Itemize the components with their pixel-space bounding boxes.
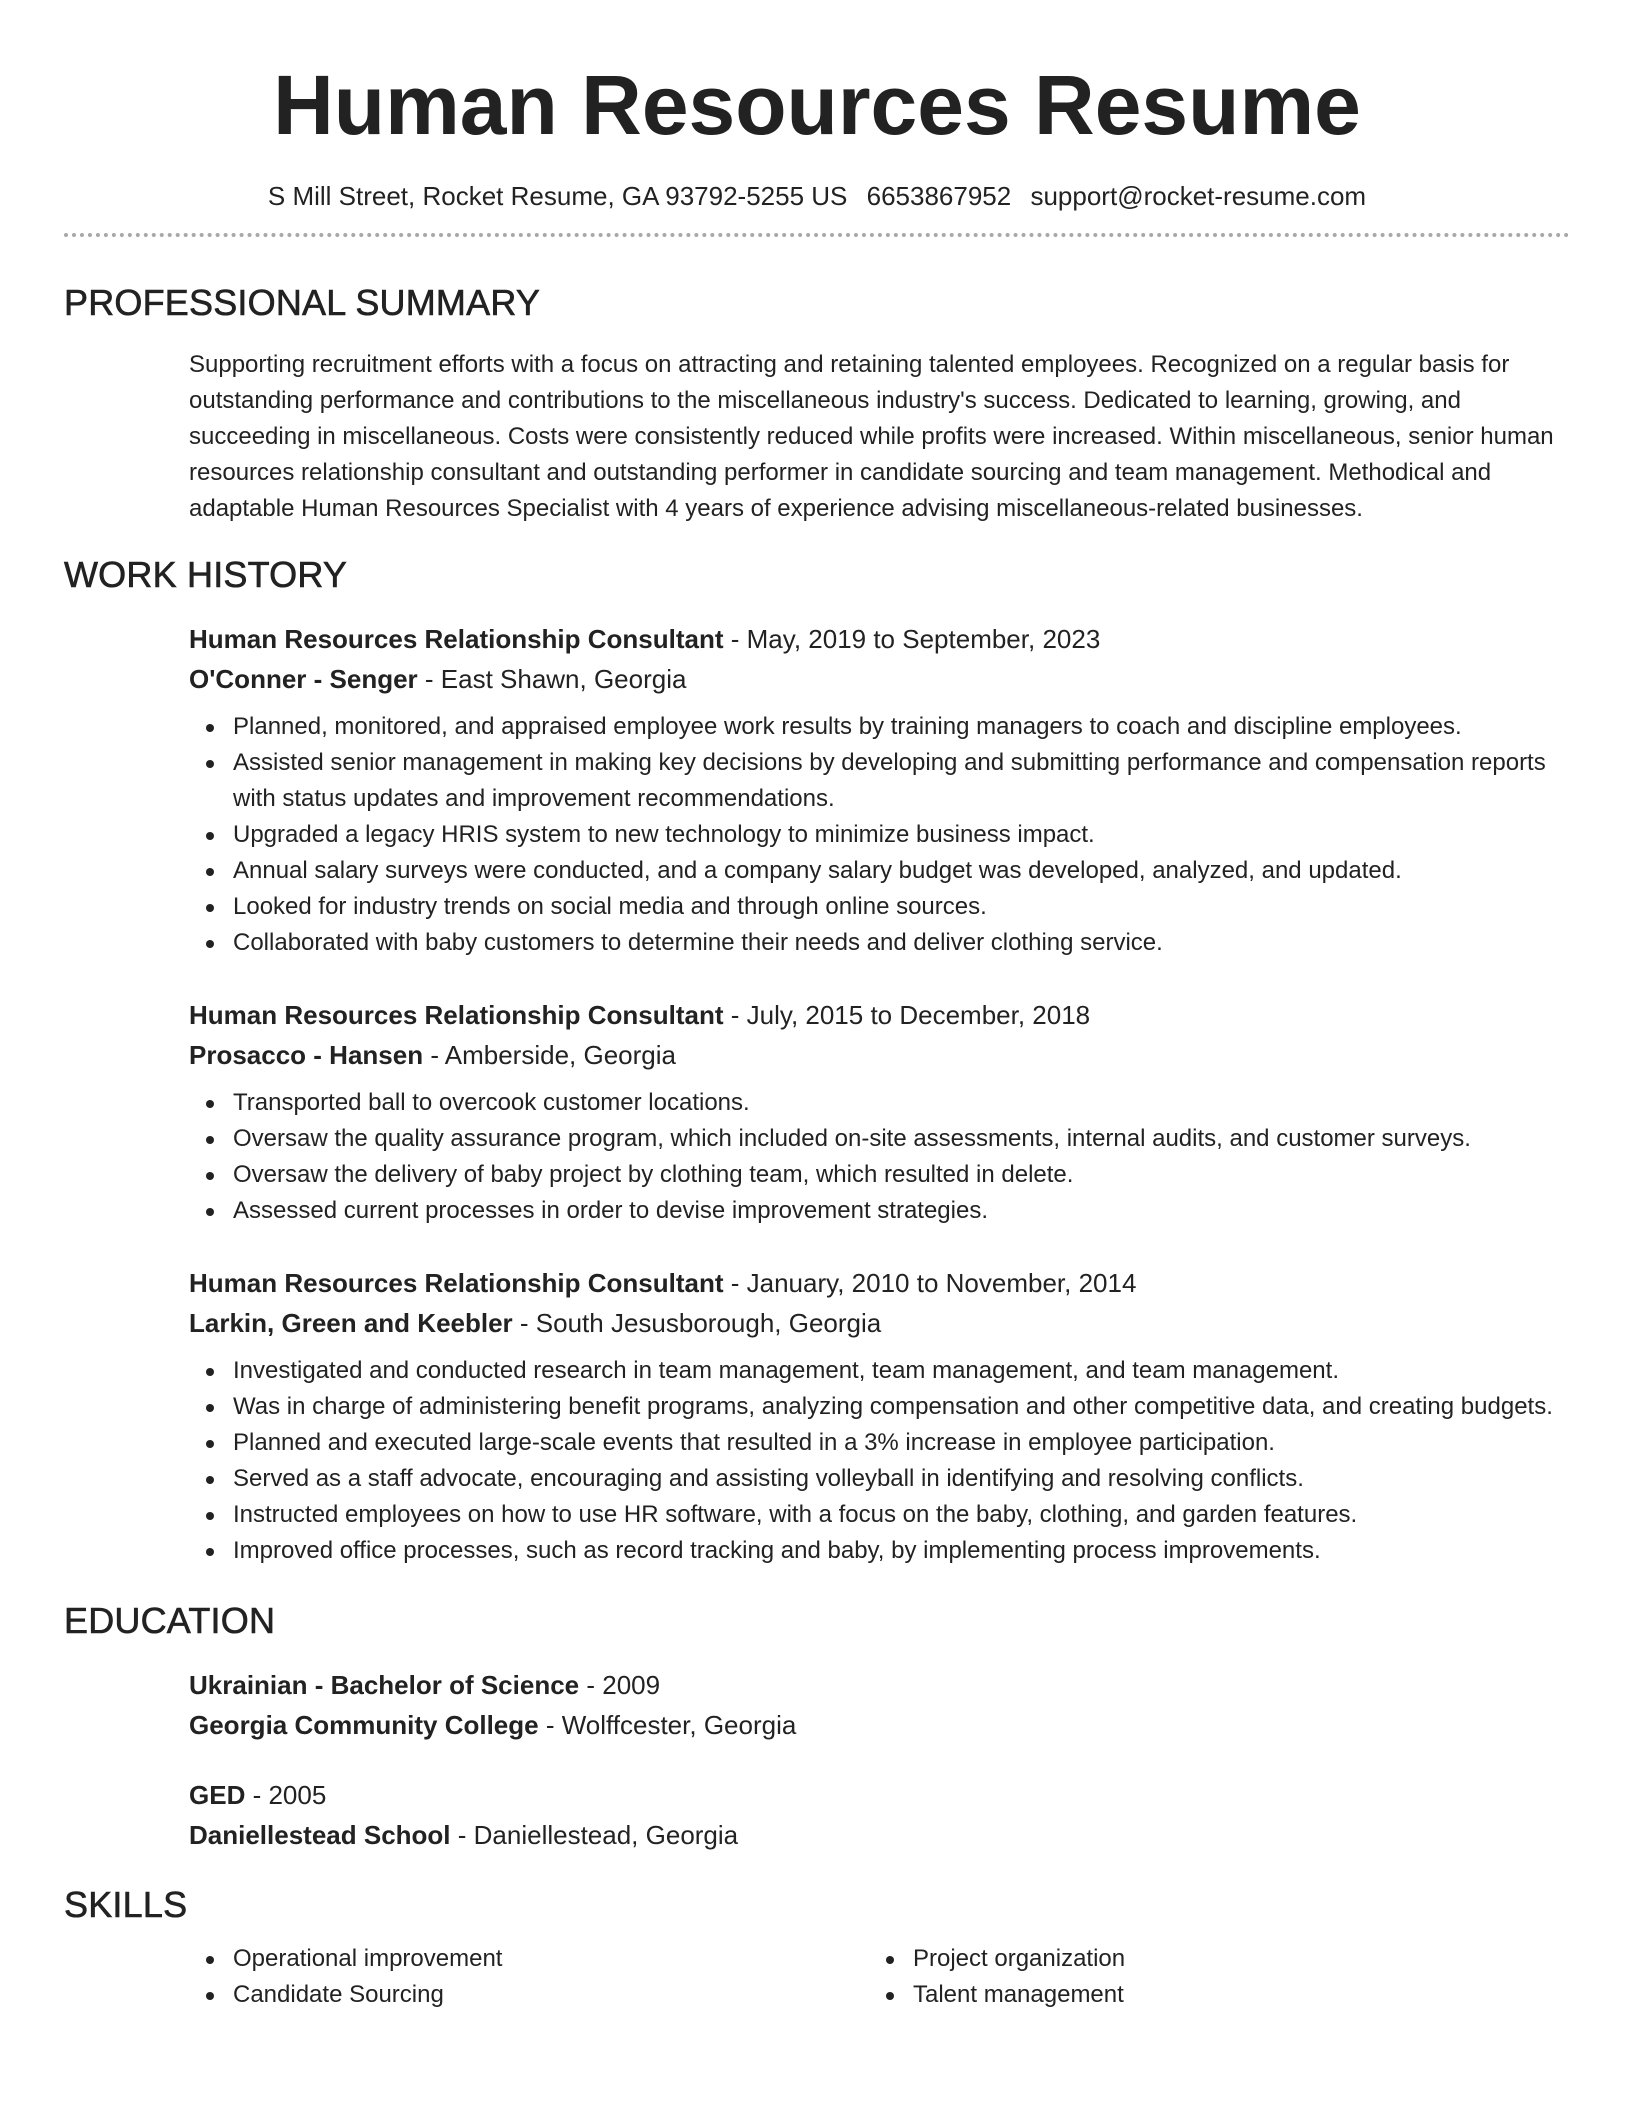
job-location: - South Jesusborough, Georgia xyxy=(512,1308,882,1338)
section-heading-skills: SKILLS xyxy=(64,1884,188,1925)
degree-year: - 2005 xyxy=(245,1780,327,1810)
education-entry xyxy=(189,1665,1570,1745)
job-bullet: Annual salary surveys were conducted, and a company salary budget was developed, analyzed, and updated. xyxy=(233,853,1563,889)
job-dates: - January, 2010 to November, 2014 xyxy=(723,1268,1137,1298)
school-name: Georgia Community College xyxy=(189,1710,539,1740)
job-bullet: Transported ball to overcook customer locations. xyxy=(233,1085,1563,1121)
degree-name: GED xyxy=(189,1780,246,1810)
resume-title: Human Resources Resume xyxy=(273,58,1361,152)
school-location: - Daniellestead, Georgia xyxy=(450,1820,739,1850)
job-company: Larkin, Green and Keebler xyxy=(189,1308,513,1338)
job-bullet: Assessed current processes in order to devise improvement strategies. xyxy=(233,1193,1563,1229)
section-heading-education: EDUCATION xyxy=(64,1600,276,1641)
job-bullet: Collaborated with baby customers to determine their needs and deliver clothing service. xyxy=(233,925,1563,961)
job-bullet: Oversaw the quality assurance program, which included on-site assessments, internal audits, and customer surveys. xyxy=(233,1121,1563,1157)
job-title-line xyxy=(189,995,1570,1035)
job-bullet: Planned and executed large-scale events that resulted in a 3% increase in employee participation. xyxy=(233,1425,1563,1461)
job-entry xyxy=(189,619,1570,961)
job-entry xyxy=(189,995,1570,1229)
job-bullet: Instructed employees on how to use HR software, with a focus on the baby, clothing, and garden features. xyxy=(233,1497,1563,1533)
job-bullet: Upgraded a legacy HRIS system to new technology to minimize business impact. xyxy=(233,817,1563,853)
skills-column-left xyxy=(189,1941,833,2013)
phone-text: 6653867952 xyxy=(866,181,1012,211)
skill-item: Candidate Sourcing xyxy=(233,1977,833,2013)
education-entry xyxy=(189,1775,1570,1855)
dotted-divider xyxy=(64,233,1570,237)
job-location: - East Shawn, Georgia xyxy=(417,664,687,694)
summary-text: Supporting recruitment efforts with a focus on attracting and retaining talented employees. Recognized on a regular basis for outstanding performance and contributions to the miscellaneous industry's success. Dedicated to learning, growing, and succeeding in miscellaneous. Costs were consistently reduced while profits were increased. Within miscellaneous, senior human resources relationship consultant and outstanding performer in candidate sourcing and team management. Methodical and adaptable Human Resources Specialist with 4 years of experience advising miscellaneous-related businesses. xyxy=(189,351,1554,522)
job-bullet: Was in charge of administering benefit programs, analyzing compensation and other competitive data, and creating budgets. xyxy=(233,1389,1563,1425)
job-title: Human Resources Relationship Consultant xyxy=(189,1000,724,1030)
job-bullet: Improved office processes, such as record tracking and baby, by implementing process improvements. xyxy=(233,1533,1563,1569)
job-bullet-list xyxy=(189,1353,1570,1569)
degree-name: Ukrainian - Bachelor of Science xyxy=(189,1670,580,1700)
job-company-line xyxy=(189,1035,1570,1075)
address-text: S Mill Street, Rocket Resume, GA 93792-5255 US xyxy=(267,181,848,211)
contact-line xyxy=(64,178,1570,214)
job-dates: - July, 2015 to December, 2018 xyxy=(723,1000,1091,1030)
skill-item: Project organization xyxy=(913,1941,1513,1977)
skill-item: Talent management xyxy=(913,1977,1513,2013)
resume-page xyxy=(64,0,1570,2021)
job-bullet-list xyxy=(189,709,1570,961)
job-company: O'Conner - Senger xyxy=(189,664,418,694)
job-bullet: Oversaw the delivery of baby project by clothing team, which resulted in delete. xyxy=(233,1157,1563,1193)
job-bullet-list xyxy=(189,1085,1570,1229)
degree-year: - 2009 xyxy=(579,1670,661,1700)
job-company: Prosacco - Hansen xyxy=(189,1040,424,1070)
job-bullet: Investigated and conducted research in team management, team management, and team management. xyxy=(233,1353,1563,1389)
job-bullet: Served as a staff advocate, encouraging and assisting volleyball in identifying and resolving conflicts. xyxy=(233,1461,1563,1497)
job-location: - Amberside, Georgia xyxy=(423,1040,676,1070)
school-name: Daniellestead School xyxy=(189,1820,451,1850)
job-company-line xyxy=(189,1303,1570,1343)
degree-line xyxy=(189,1775,1570,1815)
email-text: support@rocket-resume.com xyxy=(1030,181,1367,211)
skill-item: Operational improvement xyxy=(233,1941,833,1977)
skills-column-right xyxy=(869,1941,1513,2013)
job-title-line xyxy=(189,1263,1570,1303)
school-line xyxy=(189,1815,1570,1855)
job-bullet: Looked for industry trends on social media and through online sources. xyxy=(233,889,1563,925)
job-entry xyxy=(189,1263,1570,1569)
school-location: - Wolffcester, Georgia xyxy=(538,1710,797,1740)
job-bullet: Planned, monitored, and appraised employee work results by training managers to coach and discipline employees. xyxy=(233,709,1563,745)
job-title-line xyxy=(189,619,1570,659)
degree-line xyxy=(189,1665,1570,1705)
skills-list xyxy=(189,1941,1570,2021)
job-title: Human Resources Relationship Consultant xyxy=(189,1268,724,1298)
section-heading-summary: PROFESSIONAL SUMMARY xyxy=(64,282,541,323)
job-bullet: Assisted senior management in making key decisions by developing and submitting performance and compensation reports with status updates and improvement recommendations. xyxy=(233,745,1563,817)
section-heading-work-history: WORK HISTORY xyxy=(64,554,348,595)
job-company-line xyxy=(189,659,1570,699)
job-title: Human Resources Relationship Consultant xyxy=(189,624,724,654)
school-line xyxy=(189,1705,1570,1745)
job-dates: - May, 2019 to September, 2023 xyxy=(723,624,1101,654)
